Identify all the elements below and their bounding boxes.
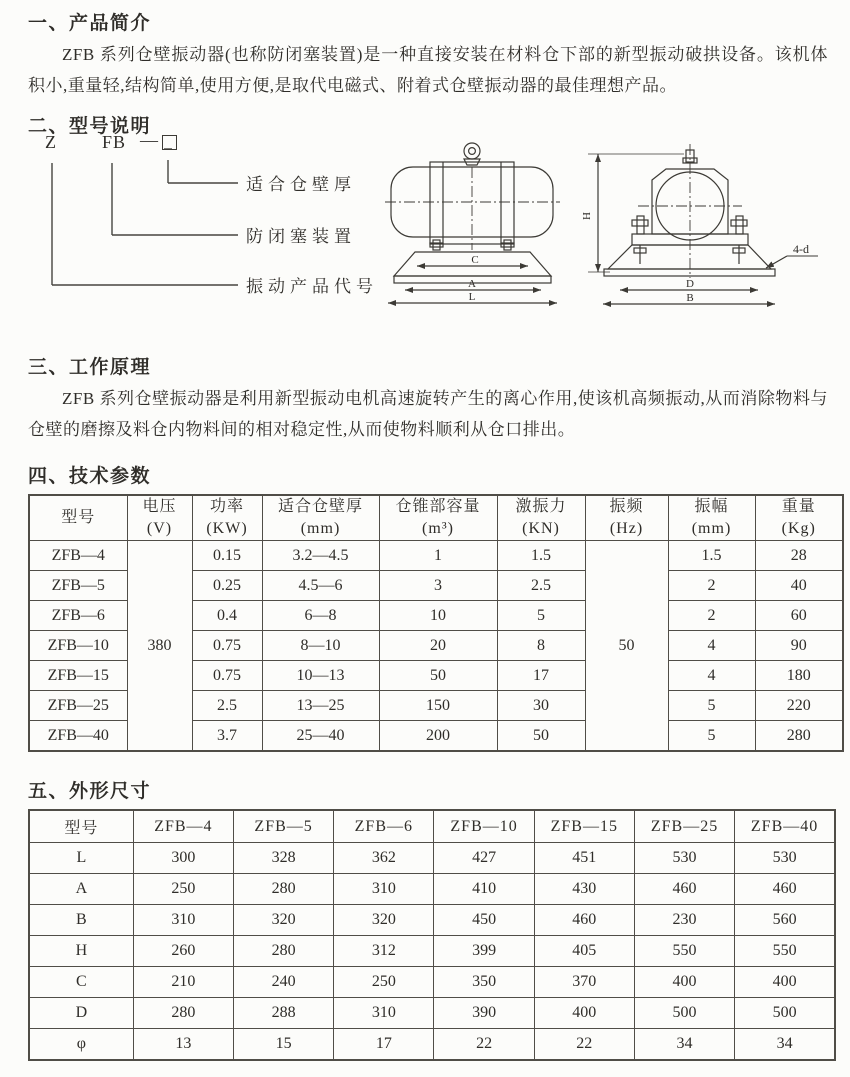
vibrator-end-view-diagram [580,140,845,325]
dim-label-c: C [471,254,479,266]
dim-value-cell: 390 [434,998,534,1029]
dim-table-row [29,967,835,998]
dim-value-cell: 288 [233,998,333,1029]
dim-value-cell: 560 [735,905,835,936]
dim-value-cell: 328 [233,843,333,874]
dim-value-cell: 399 [434,936,534,967]
tech-params-table [28,494,844,752]
dim-table-row [29,843,835,874]
dim-label-cell: H [29,936,133,967]
capacity-cell: 50 [379,661,497,691]
weight-cell: 40 [755,571,843,601]
dim-table-row [29,936,835,967]
capacity-cell: 20 [379,631,497,661]
dim-label-cell: A [29,874,133,905]
dim-value-cell: 451 [534,843,634,874]
dim-label-cell: B [29,905,133,936]
dim-label-a: A [468,278,476,290]
dim-value-cell: 312 [334,936,434,967]
dim-model-header-cell: ZFB—40 [735,810,835,843]
dim-value-cell: 240 [233,967,333,998]
section-title-principle: 三、工作原理 [28,357,152,378]
section-title-model-spec: 二、型号说明 [28,116,152,137]
tech-header-cell: 重量 (Kg) [755,495,843,541]
section-title-intro: 一、产品简介 [28,13,152,34]
dim-model-header-cell: ZFB—15 [534,810,634,843]
dim-value-cell: 550 [634,936,734,967]
dim-model-header-cell: ZFB—25 [634,810,734,843]
dim-value-cell: 300 [133,843,233,874]
dim-value-cell: 530 [735,843,835,874]
voltage-merged-cell: 380 [127,541,192,752]
dim-table-row [29,905,835,936]
amplitude-cell: 4 [668,661,755,691]
amplitude-cell: 5 [668,691,755,721]
dim-value-cell: 400 [534,998,634,1029]
exciting-force-cell: 8 [497,631,585,661]
dim-value-cell: 400 [735,967,835,998]
model-cell: ZFB—6 [29,601,127,631]
dim-value-cell: 13 [133,1029,233,1061]
model-cell: ZFB—4 [29,541,127,571]
dim-model-header-cell: ZFB—4 [133,810,233,843]
model-code-dash: — [140,130,159,150]
dim-label-holes: 4-d [793,242,809,256]
dim-value-cell: 550 [735,936,835,967]
model-cell: ZFB—10 [29,631,127,661]
wall-thickness-cell: 8—10 [262,631,379,661]
callout-anti-block: 防闭塞装置 [246,227,356,246]
weight-cell: 180 [755,661,843,691]
wall-thickness-cell: 4.5—6 [262,571,379,601]
dim-label-cell: L [29,843,133,874]
frequency-merged-cell: 50 [585,541,668,752]
dim-value-cell: 410 [434,874,534,905]
amplitude-cell: 2 [668,571,755,601]
power-cell: 0.25 [192,571,262,601]
tech-header-cell: 适合仓壁厚 (mm) [262,495,379,541]
amplitude-cell: 4 [668,631,755,661]
tech-header-cell: 功率 (KW) [192,495,262,541]
wall-thickness-cell: 25—40 [262,721,379,752]
wall-thickness-cell: 10—13 [262,661,379,691]
amplitude-cell: 2 [668,601,755,631]
dim-value-cell: 310 [133,905,233,936]
tech-header-cell: 振幅 (mm) [668,495,755,541]
dim-value-cell: 405 [534,936,634,967]
intro-paragraph: ZFB 系列仓壁振动器(也称防闭塞装置)是一种直接安装在材料仓下部的新型振动破拱设备。该机体积小,重量轻,结构简单,使用方便,是取代电磁式、附着式仓壁振动器的最佳理想产品。 [28,45,828,95]
dim-value-cell: 310 [334,874,434,905]
wall-thickness-cell: 6—8 [262,601,379,631]
dim-model-header-cell: ZFB—10 [434,810,534,843]
dim-label-d: D [686,278,694,290]
wall-thickness-cell: 3.2—4.5 [262,541,379,571]
capacity-cell: 10 [379,601,497,631]
dim-value-cell: 230 [634,905,734,936]
dim-value-cell: 15 [233,1029,333,1061]
dim-value-cell: 210 [133,967,233,998]
dim-table-row [29,998,835,1029]
wall-thickness-box-icon [162,135,177,150]
dim-value-cell: 280 [233,874,333,905]
power-cell: 0.15 [192,541,262,571]
dim-value-cell: 34 [735,1029,835,1061]
dim-value-cell: 310 [334,998,434,1029]
dim-table-row [29,1029,835,1061]
dim-label-cell: C [29,967,133,998]
dim-corner-cell: 型号 [29,810,133,843]
section-title-tech-params: 四、技术参数 [28,466,152,487]
dim-label-h: H [581,212,593,220]
exciting-force-cell: 5 [497,601,585,631]
model-cell: ZFB—15 [29,661,127,691]
principle-paragraph: ZFB 系列仓壁振动器是利用新型振动电机高速旋转产生的离心作用,使该机高频振动,从而消除物料与仓壁的磨擦及料仓内物料间的相对稳定性,从而使物料顺利从仓口排出。 [28,389,828,439]
dim-value-cell: 362 [334,843,434,874]
exciting-force-cell: 2.5 [497,571,585,601]
dim-value-cell: 500 [735,998,835,1029]
dim-table-row [29,874,835,905]
dim-value-cell: 250 [133,874,233,905]
dim-value-cell: 530 [634,843,734,874]
power-cell: 2.5 [192,691,262,721]
power-cell: 0.75 [192,661,262,691]
exciting-force-cell: 17 [497,661,585,691]
dim-value-cell: 17 [334,1029,434,1061]
dimensions-table [28,809,836,1061]
section-title-dimensions: 五、外形尺寸 [28,781,152,802]
vibrator-side-view-diagram [385,140,560,315]
dim-value-cell: 280 [233,936,333,967]
model-cell: ZFB—25 [29,691,127,721]
model-cell: ZFB—5 [29,571,127,601]
dim-model-header-cell: ZFB—5 [233,810,333,843]
dim-value-cell: 427 [434,843,534,874]
capacity-cell: 150 [379,691,497,721]
model-code-z: Z [45,132,57,152]
weight-cell: 28 [755,541,843,571]
dim-value-cell: 460 [534,905,634,936]
dim-value-cell: 460 [735,874,835,905]
dim-value-cell: 320 [233,905,333,936]
capacity-cell: 200 [379,721,497,752]
model-cell: ZFB—40 [29,721,127,752]
capacity-cell: 1 [379,541,497,571]
tech-header-cell: 仓锥部容量 (m³) [379,495,497,541]
tech-header-cell: 振频 (Hz) [585,495,668,541]
capacity-cell: 3 [379,571,497,601]
tech-header-cell: 型号 [29,495,127,541]
callout-product-code: 振动产品代号 [246,277,378,296]
amplitude-cell: 5 [668,721,755,752]
dim-value-cell: 350 [434,967,534,998]
model-spec-diagram-area [28,130,840,338]
dim-label-b: B [686,292,694,304]
exciting-force-cell: 30 [497,691,585,721]
dim-value-cell: 500 [634,998,734,1029]
weight-cell: 280 [755,721,843,752]
dim-value-cell: 430 [534,874,634,905]
dim-label-l: L [468,291,476,303]
tech-header-cell: 电压 (V) [127,495,192,541]
dim-value-cell: 450 [434,905,534,936]
dim-value-cell: 280 [133,998,233,1029]
dim-value-cell: 22 [534,1029,634,1061]
dim-label-cell: D [29,998,133,1029]
dim-value-cell: 320 [334,905,434,936]
wall-thickness-cell: 13—25 [262,691,379,721]
dim-value-cell: 250 [334,967,434,998]
weight-cell: 60 [755,601,843,631]
exciting-force-cell: 50 [497,721,585,752]
dim-value-cell: 370 [534,967,634,998]
dim-value-cell: 460 [634,874,734,905]
power-cell: 3.7 [192,721,262,752]
dim-model-header-cell: ZFB—6 [334,810,434,843]
weight-cell: 220 [755,691,843,721]
dim-value-cell: 260 [133,936,233,967]
tech-header-cell: 激振力 (KN) [497,495,585,541]
amplitude-cell: 1.5 [668,541,755,571]
dim-value-cell: 34 [634,1029,734,1061]
weight-cell: 90 [755,631,843,661]
exciting-force-cell: 1.5 [497,541,585,571]
dim-value-cell: 22 [434,1029,534,1061]
dim-value-cell: 400 [634,967,734,998]
callout-wall-thickness: 适合仓壁厚 [246,175,356,194]
model-code-fb: FB [102,132,127,152]
power-cell: 0.75 [192,631,262,661]
power-cell: 0.4 [192,601,262,631]
dim-label-cell: φ [29,1029,133,1061]
tech-table-row [29,541,843,571]
